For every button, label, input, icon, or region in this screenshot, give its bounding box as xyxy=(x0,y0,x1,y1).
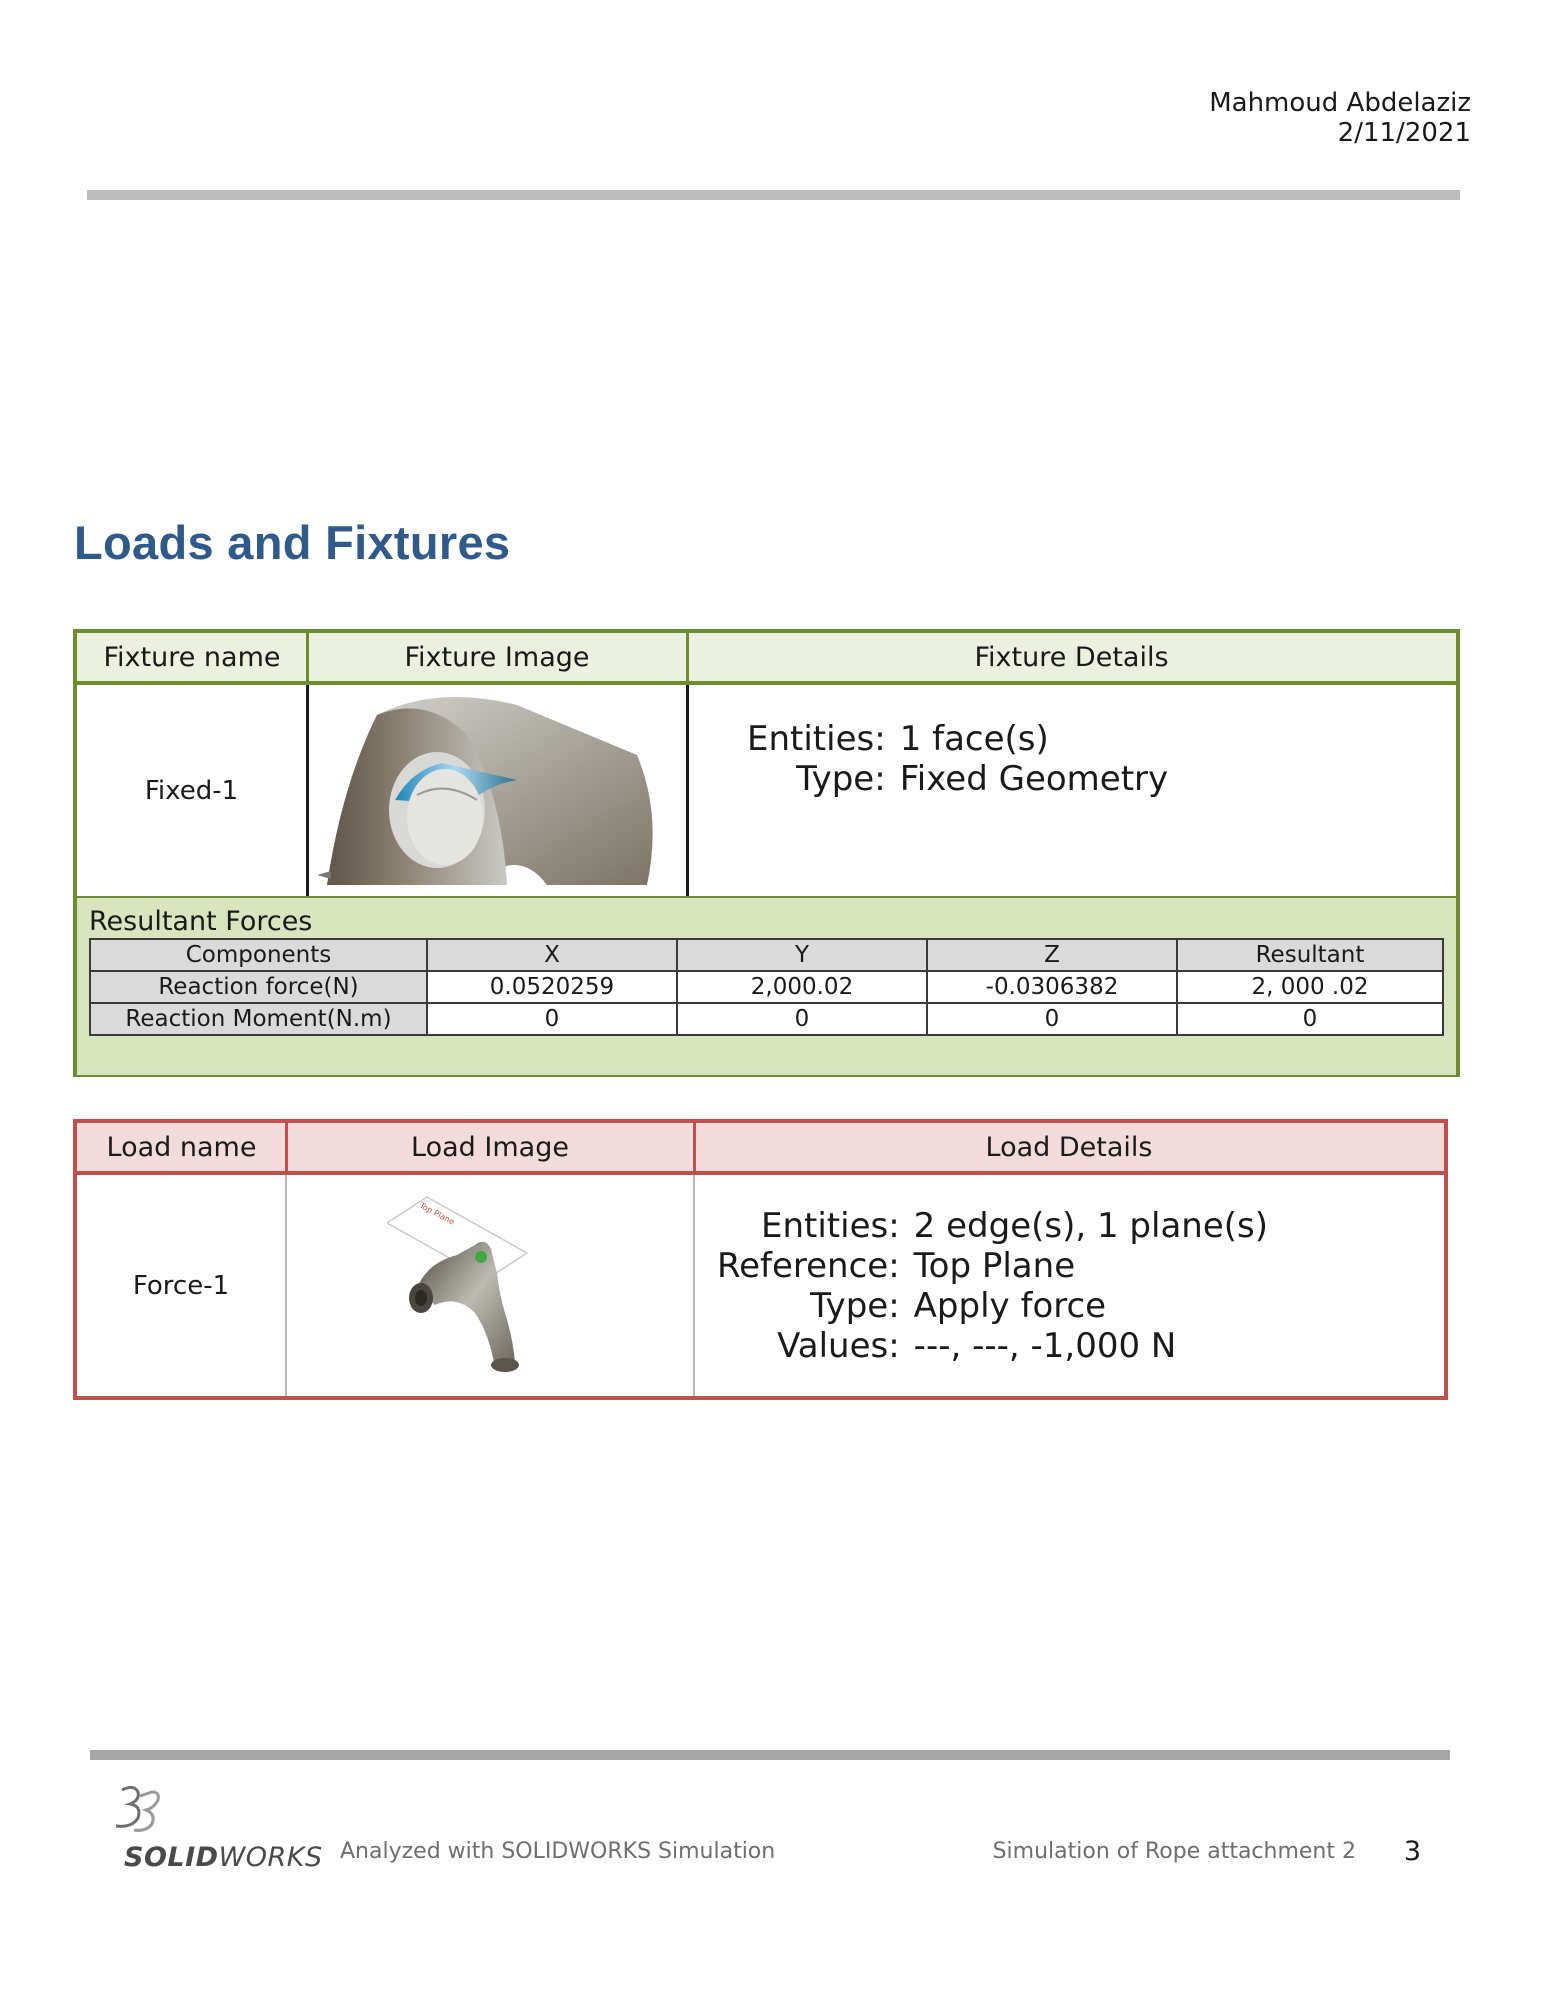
fixture-part-image xyxy=(317,695,677,887)
row-header: Reaction Moment(N.m) xyxy=(90,1003,427,1035)
load-table xyxy=(73,1119,1448,1400)
fixture-details-header: Fixture Details xyxy=(687,633,1456,685)
table-cell: 0 xyxy=(427,1003,677,1035)
simulation-name: Simulation of Rope attachment 2 xyxy=(992,1839,1356,1864)
load-details-header: Load Details xyxy=(694,1123,1444,1175)
fixture-details xyxy=(747,719,1168,799)
fixture-image-header: Fixture Image xyxy=(307,633,687,685)
solidworks-wordmark xyxy=(124,1842,323,1873)
header-divider xyxy=(87,190,1460,200)
column-divider xyxy=(285,1123,288,1175)
values-value: ---, ---, -1,000 N xyxy=(913,1326,1177,1366)
reference-value: Top Plane xyxy=(913,1246,1076,1286)
table-cell: 0.0520259 xyxy=(427,971,677,1003)
entities-label: Entities: xyxy=(760,1206,900,1246)
fixture-name-cell: Fixed-1 xyxy=(144,775,239,806)
solidworks-logo xyxy=(104,1782,323,1882)
table-header-row xyxy=(90,939,1443,971)
column-header: X xyxy=(427,939,677,971)
column-divider xyxy=(686,685,689,896)
column-divider xyxy=(306,633,309,685)
load-name-header: Load name xyxy=(77,1123,286,1175)
table-cell: -0.0306382 xyxy=(927,971,1177,1003)
entities-value: 1 face(s) xyxy=(899,719,1049,759)
analyzed-with-text: Analyzed with SOLIDWORKS Simulation xyxy=(340,1839,776,1864)
brand-bold: SOLID xyxy=(124,1842,219,1873)
load-image-header: Load Image xyxy=(286,1123,694,1175)
plane-label: Top Plane xyxy=(418,1200,456,1227)
fixture-table xyxy=(73,629,1460,1077)
ds-logo-icon xyxy=(104,1782,174,1842)
resultant-forces-table xyxy=(89,938,1444,1036)
column-divider xyxy=(306,685,309,896)
column-header: Resultant xyxy=(1177,939,1443,971)
type-value: Apply force xyxy=(913,1286,1107,1326)
footer-divider xyxy=(90,1750,1450,1760)
table-row xyxy=(90,971,1443,1003)
resultant-forces-panel xyxy=(77,896,1456,1075)
column-divider xyxy=(693,1175,695,1396)
type-value: Fixed Geometry xyxy=(899,759,1169,799)
row-header: Reaction force(N) xyxy=(90,971,427,1003)
entities-value: 2 edge(s), 1 plane(s) xyxy=(913,1206,1268,1246)
column-header: Components xyxy=(90,939,427,971)
fixture-name-header: Fixture name xyxy=(77,633,307,685)
entities-label: Entities: xyxy=(747,719,886,759)
page-number: 3 xyxy=(1403,1836,1421,1867)
author-name: Mahmoud Abdelaziz xyxy=(1209,88,1471,118)
column-divider xyxy=(693,1123,696,1175)
values-label: Values: xyxy=(777,1326,900,1366)
column-divider xyxy=(285,1175,287,1396)
column-divider xyxy=(686,633,689,685)
table-cell: 2, 000 .02 xyxy=(1177,971,1443,1003)
table-cell: 0 xyxy=(927,1003,1177,1035)
section-title: Loads and Fixtures xyxy=(74,516,511,569)
load-details xyxy=(717,1206,1268,1366)
load-part-image xyxy=(387,1193,587,1383)
table-row xyxy=(90,1003,1443,1035)
type-label: Type: xyxy=(810,1286,900,1326)
table-cell: 2,000.02 xyxy=(677,971,927,1003)
load-name-cell: Force-1 xyxy=(132,1270,230,1301)
table-cell: 0 xyxy=(677,1003,927,1035)
table-cell: 0 xyxy=(1177,1003,1443,1035)
reference-label: Reference: xyxy=(717,1246,900,1286)
resultant-forces-title: Resultant Forces xyxy=(89,906,313,937)
report-date: 2/11/2021 xyxy=(1337,118,1471,148)
type-label: Type: xyxy=(796,759,886,799)
brand-light: WORKS xyxy=(218,1842,323,1873)
column-header: Y xyxy=(677,939,927,971)
column-header: Z xyxy=(927,939,1177,971)
